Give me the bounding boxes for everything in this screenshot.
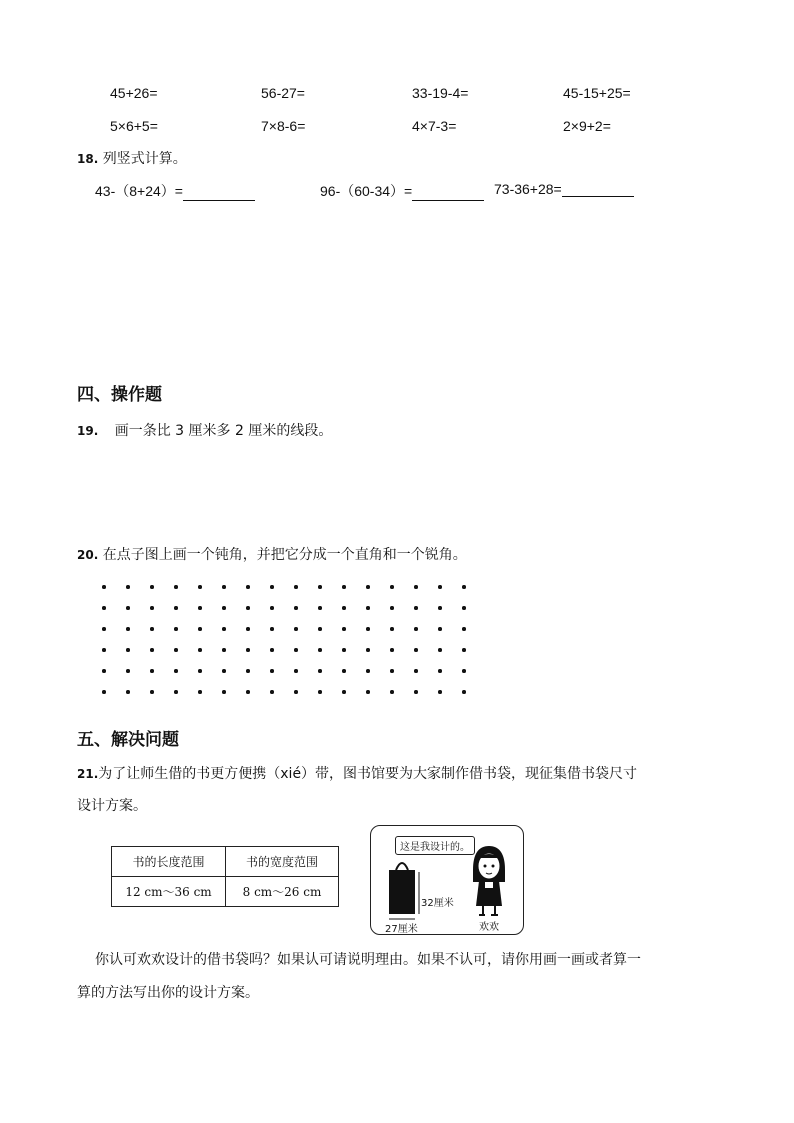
grid-dot [102, 690, 106, 694]
grid-dot [438, 627, 442, 631]
grid-dot [246, 606, 250, 610]
grid-dot [390, 669, 394, 673]
grid-dot [246, 648, 250, 652]
grid-dot [174, 669, 178, 673]
grid-dot [174, 627, 178, 631]
grid-dot [294, 648, 298, 652]
grid-dot [126, 648, 130, 652]
grid-dot [102, 606, 106, 610]
exercise-3: 33-19-4= [412, 85, 469, 101]
answer-blank[interactable] [183, 186, 255, 201]
grid-dot [390, 690, 394, 694]
grid-dot [198, 648, 202, 652]
grid-dot [294, 690, 298, 694]
grid-dot [294, 627, 298, 631]
grid-dot [246, 690, 250, 694]
grid-dot [390, 627, 394, 631]
question-text: 在点子图上画一个钝角，并把它分成一个直角和一个锐角。 [102, 547, 467, 563]
grid-dot [390, 585, 394, 589]
grid-dot [438, 669, 442, 673]
question-number: 18 [77, 152, 94, 166]
grid-dot [438, 648, 442, 652]
grid-dot [174, 690, 178, 694]
grid-dot [294, 669, 298, 673]
grid-dot [198, 669, 202, 673]
grid-dot [366, 648, 370, 652]
exercise-1: 45+26= [110, 85, 158, 101]
grid-dot [126, 690, 130, 694]
grid-dot [198, 690, 202, 694]
grid-dot [414, 627, 418, 631]
grid-dot [270, 669, 274, 673]
question-text-line2: 设计方案。 [77, 798, 147, 814]
grid-dot [462, 627, 466, 631]
grid-dot [222, 690, 226, 694]
grid-dot [174, 648, 178, 652]
grid-dot [342, 669, 346, 673]
grid-dot [126, 669, 130, 673]
grid-dot [270, 690, 274, 694]
grid-dot [246, 585, 250, 589]
grid-dot [342, 585, 346, 589]
question-18: 18. 列竖式计算。 [77, 151, 187, 167]
answer-blank[interactable] [412, 186, 484, 201]
grid-dot [174, 585, 178, 589]
grid-dot [198, 627, 202, 631]
grid-dot [318, 606, 322, 610]
question-text: 列竖式计算。 [102, 151, 187, 167]
grid-dot [222, 606, 226, 610]
bag-icon [389, 863, 415, 914]
grid-dot [366, 627, 370, 631]
grid-dot [102, 669, 106, 673]
grid-dot [150, 606, 154, 610]
question-number: 19 [77, 424, 94, 438]
grid-dot [246, 669, 250, 673]
grid-dot [150, 669, 154, 673]
grid-dot [102, 585, 106, 589]
grid-dot [462, 648, 466, 652]
grid-dot [150, 627, 154, 631]
girl-avatar [473, 846, 505, 915]
grid-dot [462, 690, 466, 694]
exercise-8: 2×9+2= [563, 118, 611, 134]
grid-dot [414, 606, 418, 610]
grid-dot [342, 648, 346, 652]
grid-dot [318, 648, 322, 652]
question-text: 为了让师生借的书更方便携（xié）带，图书馆要为大家制作借书袋，现征集借书袋尺寸 [98, 766, 638, 782]
grid-dot [198, 606, 202, 610]
grid-dot [126, 627, 130, 631]
grid-dot [438, 606, 442, 610]
grid-dot [174, 606, 178, 610]
grid-dot [222, 627, 226, 631]
grid-dot [318, 585, 322, 589]
exercise-4: 45-15+25= [563, 85, 631, 101]
question-prompt-line2: 算的方法写出你的设计方案。 [77, 985, 259, 1001]
exercise-7: 4×7-3= [412, 118, 457, 134]
design-illustration [370, 825, 524, 935]
grid-dot [462, 606, 466, 610]
grid-dot [462, 669, 466, 673]
exercise-2: 56-27= [261, 85, 305, 101]
grid-dot [318, 669, 322, 673]
grid-dot [414, 690, 418, 694]
grid-dot [342, 627, 346, 631]
grid-dot [318, 627, 322, 631]
grid-dot [366, 669, 370, 673]
table-header: 书的宽度范围 [226, 847, 339, 877]
table-header: 书的长度范围 [112, 847, 226, 877]
grid-dot [294, 585, 298, 589]
grid-dot [222, 669, 226, 673]
section-title-5: 五、解决问题 [77, 730, 179, 750]
grid-dot [150, 648, 154, 652]
exercise-6: 7×8-6= [261, 118, 306, 134]
grid-dot [366, 606, 370, 610]
section-title-4: 四、操作题 [77, 385, 162, 405]
grid-dot [270, 606, 274, 610]
grid-dot [294, 606, 298, 610]
question-number: 21 [77, 767, 94, 781]
question-20: 20. 在点子图上画一个钝角，并把它分成一个直角和一个锐角。 [77, 547, 467, 563]
grid-dot [462, 585, 466, 589]
grid-dot [126, 585, 130, 589]
table-cell: 8 cm～26 cm [226, 877, 339, 907]
answer-blank[interactable] [562, 182, 634, 197]
grid-dot [342, 690, 346, 694]
speech-bubble: 这是我设计的。 [395, 836, 475, 855]
vertical-calc-3: 73-36+28= [494, 181, 634, 197]
question-number: 20 [77, 548, 94, 562]
grid-dot [438, 690, 442, 694]
grid-dot [414, 585, 418, 589]
character-name: 欢欢 [479, 922, 499, 933]
bag-width-label: 27厘米 [385, 924, 418, 935]
bag-height-label: 32厘米 [421, 898, 454, 909]
grid-dot [222, 648, 226, 652]
book-size-table [111, 846, 339, 907]
grid-dot [102, 627, 106, 631]
grid-dot [438, 585, 442, 589]
exercise-5: 5×6+5= [110, 118, 158, 134]
grid-dot [342, 606, 346, 610]
grid-dot [102, 648, 106, 652]
grid-dot [246, 627, 250, 631]
bag-and-girl-drawing [371, 826, 523, 934]
question-19: 19. 画一条比 3 厘米多 2 厘米的线段。 [77, 423, 333, 439]
grid-dot [150, 585, 154, 589]
table-cell: 12 cm～36 cm [112, 877, 226, 907]
grid-dot [198, 585, 202, 589]
grid-dot [270, 585, 274, 589]
grid-dot [270, 627, 274, 631]
grid-dot [126, 606, 130, 610]
grid-dot [318, 690, 322, 694]
question-prompt-line1: 你认可欢欢设计的借书袋吗？如果认可请说明理由。如果不认可，请你用画一画或者算一 [95, 952, 641, 968]
grid-dot [270, 648, 274, 652]
grid-dot [390, 606, 394, 610]
question-text: 画一条比 3 厘米多 2 厘米的线段。 [114, 423, 333, 439]
grid-dot [390, 648, 394, 652]
grid-dot [366, 690, 370, 694]
grid-dot [150, 690, 154, 694]
grid-dot [414, 648, 418, 652]
vertical-calc-1: 43-（8+24）= [95, 181, 255, 201]
grid-dot [222, 585, 226, 589]
grid-dot [414, 669, 418, 673]
vertical-calc-2: 96-（60-34）= [320, 181, 484, 201]
question-21: 21.为了让师生借的书更方便携（xié）带，图书馆要为大家制作借书袋，现征集借书袋尺寸 [77, 766, 638, 782]
grid-dot [366, 585, 370, 589]
